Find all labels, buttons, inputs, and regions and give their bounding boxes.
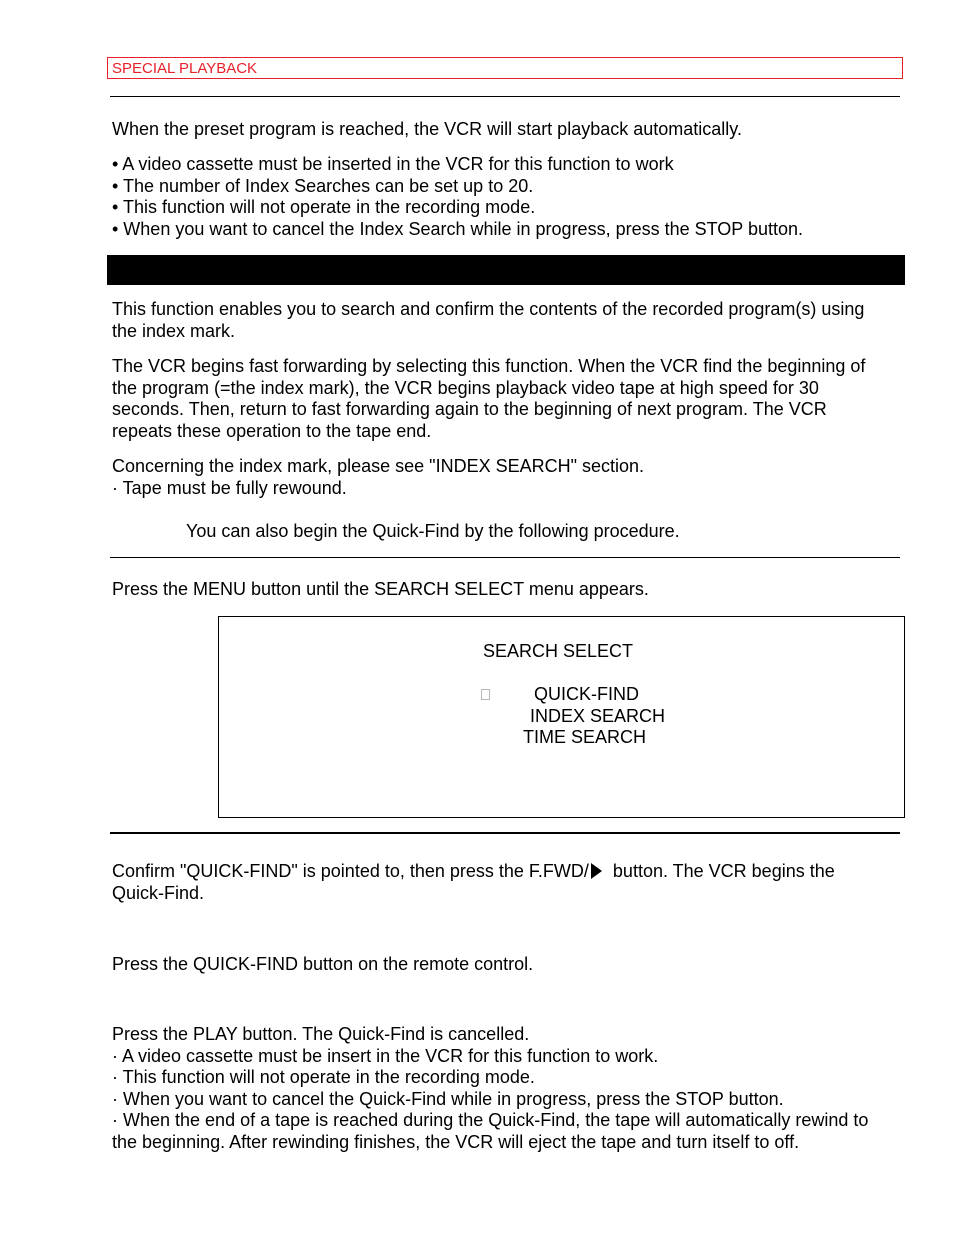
list-item: · A video cassette must be insert in the VCR for this function to work. xyxy=(112,1045,659,1066)
intro-lead: When the preset program is reached, the VCR will start playback automatically. xyxy=(112,119,742,139)
cancel-step: Press the PLAY button. The Quick-Find is cancelled. · A video cassette must be insert in the VCR for this function to work. · This function will not operate in the recording mode. · When you want to cancel the Quick-Find while in progress, press the STOP button. · When the end of a tape is reached during the Quick-Find, the tape will automatically rewind to the beginning. After rewinding finishes, the VCR will eject the tape and turn itself to off. xyxy=(112,1024,902,1154)
menu-item-quick-find: QUICK-FIND xyxy=(534,684,639,704)
menu-item-time-search: TIME SEARCH xyxy=(523,727,647,747)
list-item: • When you want to cancel the Index Search while in progress, press the STOP button. xyxy=(112,218,804,239)
confirm-step: Confirm "QUICK-FIND" is pointed to, then press the F.FWD/ button. The VCR begins the Quick-Find. xyxy=(112,861,835,903)
section-header-label: SPECIAL PLAYBACK xyxy=(112,60,258,77)
menu-title: SEARCH SELECT xyxy=(483,641,634,661)
menu-step: Press the MENU button until the SEARCH SELECT menu appears. xyxy=(112,579,649,599)
divider xyxy=(110,96,900,97)
divider xyxy=(110,557,900,558)
list-item: the beginning. After rewinding finishes, the VCR will eject the tape and turn itself to off. xyxy=(112,1131,800,1152)
list-item: • The number of Index Searches can be set up to 20. xyxy=(112,175,534,196)
section-title-bar xyxy=(107,255,905,285)
section-header xyxy=(107,57,903,79)
list-item: · This function will not operate in the recording mode. xyxy=(112,1067,535,1088)
procedure-intro: You can also begin the Quick-Find by the following procedure. xyxy=(186,521,680,541)
intro-bullet-list xyxy=(112,154,902,240)
menu-pointer-icon xyxy=(481,689,490,700)
list-item: · When you want to cancel the Quick-Find while in progress, press the STOP button. xyxy=(112,1088,784,1109)
list-item: • This function will not operate in the recording mode. xyxy=(112,197,536,218)
divider xyxy=(110,832,900,834)
quickfind-description: This function enables you to search and confirm the contents of the recorded program(s) using the index mark. xyxy=(112,299,865,341)
menu-item-index-search: INDEX SEARCH xyxy=(530,706,666,726)
search-select-screen xyxy=(218,616,905,818)
rewind-note: · Tape must be fully rewound. xyxy=(112,477,347,498)
list-item: · When the end of a tape is reached during the Quick-Find, the tape will automatically rewind to xyxy=(112,1110,869,1131)
quickfind-notes xyxy=(112,456,902,499)
quickfind-detail: The VCR begins fast forwarding by selecting this function. When the VCR find the beginning of the program (=the index mark), the VCR begins playback video tape at high speed for 30 seconds. Then, return to fast forwarding again to the beginning of next program. The VCR repeats these operation to the tape end. xyxy=(112,356,866,441)
index-mark-note: Concerning the index mark, please see "INDEX SEARCH" section. xyxy=(112,456,645,476)
list-item: • A video cassette must be inserted in the VCR for this function to work xyxy=(112,154,674,174)
remote-step: Press the QUICK-FIND button on the remote control. xyxy=(112,954,534,974)
play-forward-icon xyxy=(591,863,602,879)
